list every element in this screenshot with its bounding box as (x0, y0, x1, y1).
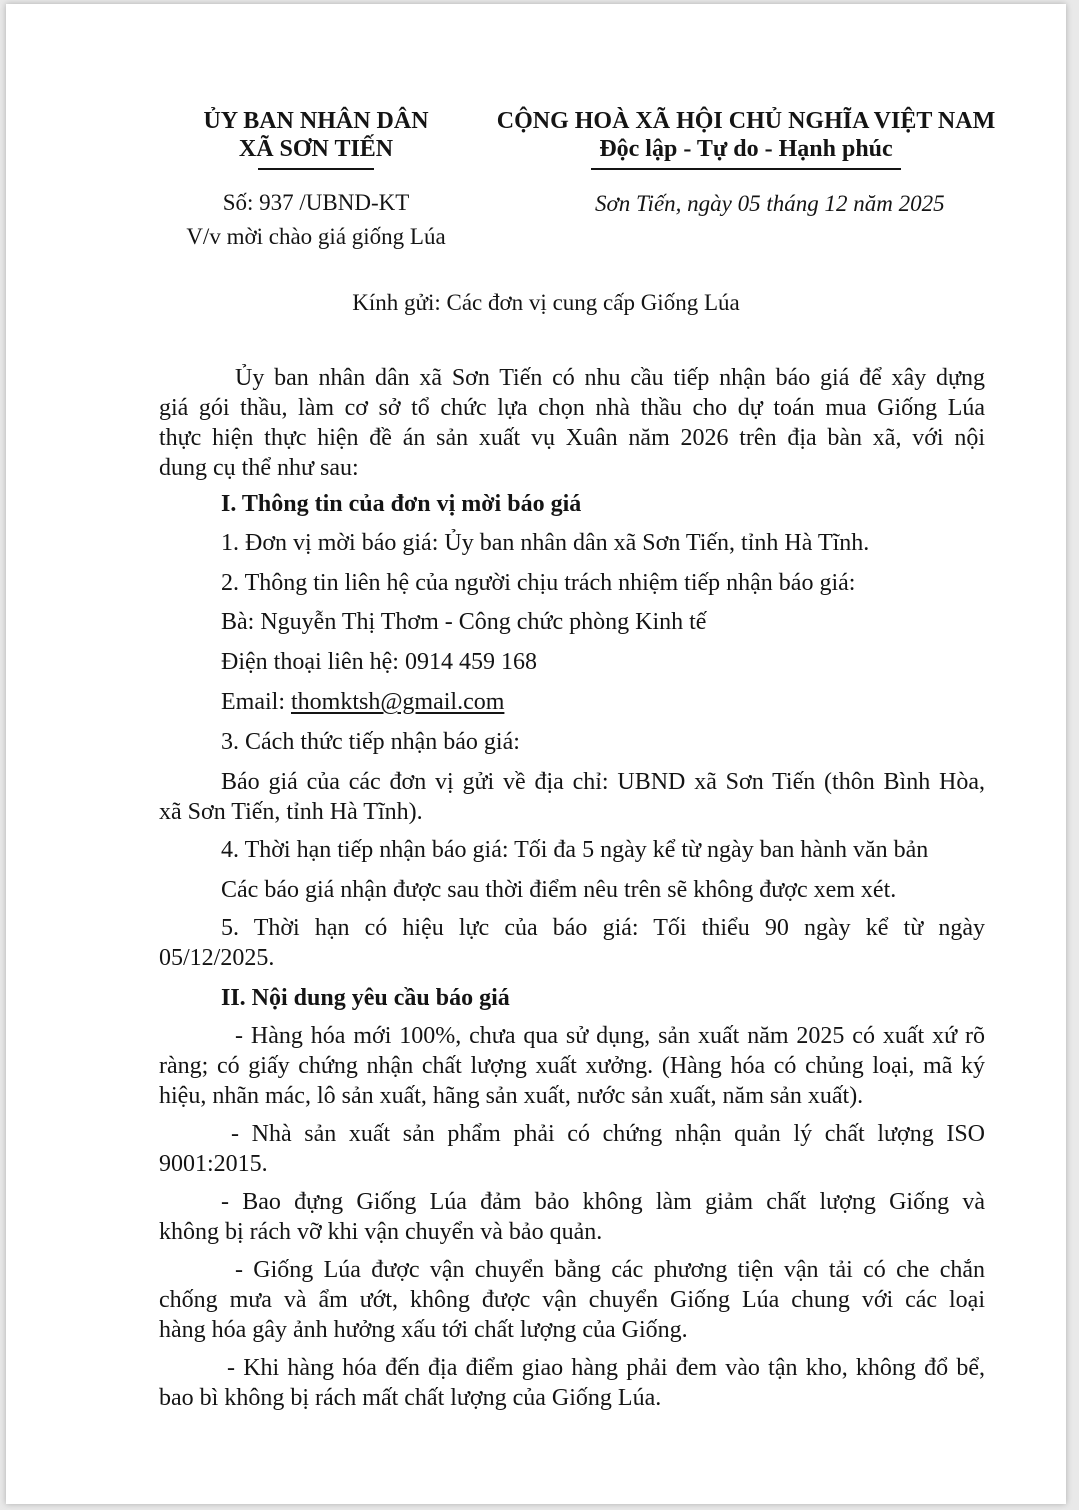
issuer-line1: ỦY BAN NHÂN DÂN (203, 108, 429, 134)
issuer-line2: XÃ SƠN TIẾN (238, 136, 394, 162)
req-1-line-1: - Hàng hóa mới 100%, chưa qua sử dụng, sản xuất năm 2025 có xuất xứ rõ (235, 1023, 985, 1049)
document-page (6, 4, 1066, 1504)
document-date: Sơn Tiến, ngày 05 tháng 12 năm 2025 (595, 191, 945, 216)
recipient-line: Kính gửi: Các đơn vị cung cấp Giống Lúa (352, 290, 740, 315)
email-label: Email: (221, 689, 291, 715)
req-2-line-2: 9001:2015. (159, 1151, 268, 1177)
req-1-line-3: hiệu, nhãn mác, lô sản xuất, hãng sản xuất, nước sản xuất, năm sản xuất). (159, 1083, 864, 1109)
motto-line: Độc lập - Tự do - Hạnh phúc (599, 136, 893, 162)
section-2-heading: II. Nội dung yêu cầu báo giá (221, 985, 510, 1011)
section-1-item-3: 3. Cách thức tiếp nhận báo giá: (221, 729, 520, 755)
section-1-item-2: 2. Thông tin liên hệ của người chịu trách nhiệm tiếp nhận báo giá: (221, 570, 856, 596)
motto-underline (591, 168, 901, 170)
contact-person: Bà: Nguyễn Thị Thơm - Công chức phòng Kinh tế (221, 609, 707, 635)
req-4-line-1: - Giống Lúa được vận chuyển bằng các phương tiện vận tải có che chắn (235, 1257, 985, 1283)
item-5-line-1: 5. Thời hạn có hiệu lực của báo giá: Tối thiểu 90 ngày kể từ ngày (221, 915, 985, 941)
email-link[interactable]: thomktsh@gmail.com (290, 689, 505, 715)
intro-line-2: giá gói thầu, làm cơ sở tổ chức lựa chọn nhà thầu cho dự toán mua Giống Lúa (159, 395, 985, 421)
item-3-line-2: xã Sơn Tiến, tỉnh Hà Tĩnh). (159, 799, 423, 825)
req-5-line-2: bao bì không bị rách mất chất lượng của Giống Lúa. (159, 1385, 662, 1411)
section-1-item-4: 4. Thời hạn tiếp nhận báo giá: Tối đa 5 ngày kể từ ngày ban hành văn bản (221, 837, 929, 863)
nation-line1: CỘNG HOÀ XÃ HỘI CHỦ NGHĨA VIỆT NAM (496, 108, 996, 134)
contact-phone: Điện thoại liên hệ: 0914 459 168 (221, 649, 537, 675)
section-1-item-1: 1. Đơn vị mời báo giá: Ủy ban nhân dân xã Sơn Tiến, tỉnh Hà Tĩnh. (221, 530, 870, 556)
contact-email-row (221, 689, 504, 716)
section-1-heading: I. Thông tin của đơn vị mời báo giá (221, 491, 582, 517)
req-2-line-1: - Nhà sản xuất sản phẩm phải có chứng nhận quản lý chất lượng ISO (231, 1121, 985, 1147)
req-4-line-2: chống mưa và ẩm ướt, không được vận chuyển Giống Lúa chung với các loại (159, 1287, 985, 1313)
item-3-line-1: Báo giá của các đơn vị gửi về địa chỉ: UBND xã Sơn Tiến (thôn Bình Hòa, (221, 769, 985, 795)
item-5-line-2: 05/12/2025. (159, 945, 275, 971)
issuer-underline (258, 168, 374, 170)
req-4-line-3: hàng hóa gây ảnh hưởng xấu tới chất lượng của Giống. (159, 1317, 688, 1343)
intro-line-3: thực hiện thực hiện đề án sản xuất vụ Xuân năm 2026 trên địa bàn xã, với nội (159, 425, 985, 451)
req-3-line-1: - Bao đựng Giống Lúa đảm bảo không làm giảm chất lượng Giống và (221, 1189, 985, 1215)
intro-line-1: Ủy ban nhân dân xã Sơn Tiến có nhu cầu tiếp nhận báo giá để xây dựng (235, 365, 985, 391)
req-5-line-1: - Khi hàng hóa đến địa điểm giao hàng phải đem vào tận kho, không đổ bể, (227, 1355, 985, 1381)
document-subject: V/v mời chào giá giống Lúa (186, 224, 446, 249)
req-1-line-2: ràng; có giấy chứng nhận chất lượng xuất xưởng. (Hàng hóa có chủng loại, mã ký (159, 1053, 985, 1079)
item-4-note: Các báo giá nhận được sau thời điểm nêu trên sẽ không được xem xét. (221, 877, 897, 903)
intro-line-4: dung cụ thể như sau: (159, 455, 359, 481)
document-number: Số: 937 /UBND-KT (222, 190, 410, 215)
req-3-line-2: không bị rách vỡ khi vận chuyển và bảo quản. (159, 1219, 603, 1245)
